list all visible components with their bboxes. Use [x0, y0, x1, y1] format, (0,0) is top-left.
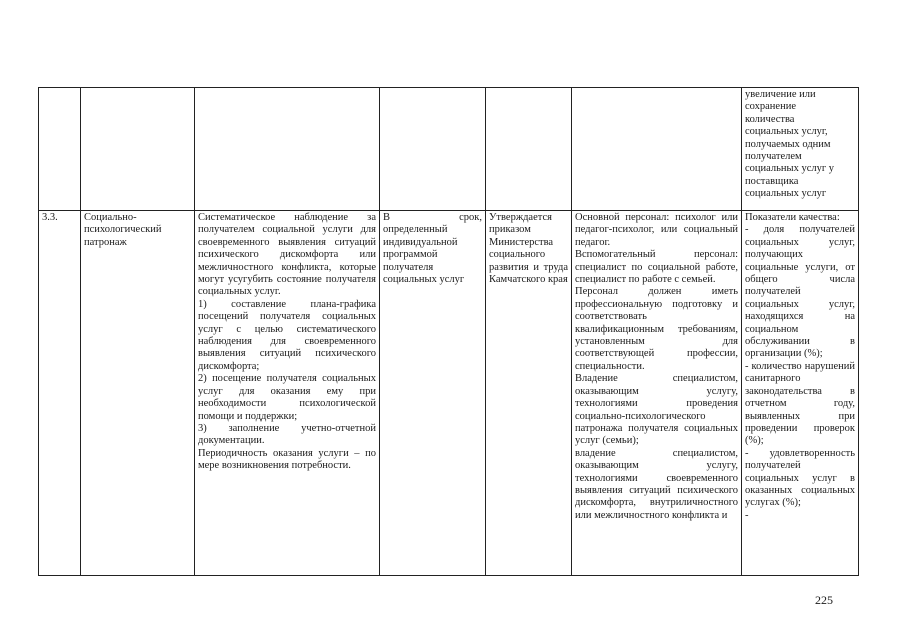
service-term: В срок, определенный индивидуальной программой получателя социальных услуг	[380, 211, 486, 576]
description-paragraph: Периодичность оказания услуги – по мере возникновения потребности.	[198, 447, 376, 472]
service-description	[195, 211, 380, 576]
description-paragraph: 2) посещение получателя социальных услуг для оказания ему при необходимости психологической помощи и поддержки;	[198, 373, 376, 422]
cell-indicators-continuation	[742, 88, 859, 211]
table-row-3-3	[39, 211, 859, 576]
conditions-paragraph: Владение специалистом, оказывающим услугу, технологиями проведения социально-психологического патронажа получателя социальных услуг (семьи);	[575, 373, 738, 447]
indicator-paragraph: - количество нарушений санитарного законодательства в отчетном году, выявленных при проведении проверок (%);	[745, 360, 855, 447]
indicator-line: социальных услуг у	[745, 163, 835, 175]
cell-term-empty	[380, 88, 486, 211]
indicator-line: социальных услуг	[745, 188, 827, 200]
indicator-line: поставщика	[745, 175, 799, 187]
indicator-line: получателем	[745, 151, 802, 163]
description-paragraph: Систематическое наблюдение за получателем социальной услуги для своевременного выявления ситуаций психического дискомфорта или межличностного конфликта, которые могут усугубить состояние получателя социальных услуг.	[198, 212, 376, 298]
conditions-paragraph: Основной персонал: психолог или педагог-психолог, или социальный педагог.	[575, 212, 738, 248]
services-table	[38, 87, 859, 576]
cell-description-empty	[195, 88, 380, 211]
conditions-paragraph: Персонал должен иметь профессиональную подготовку и соответствовать квалификационным требованиям, установленным для соответствующей профессии, специальности.	[575, 286, 738, 372]
service-name: Социально-психологический патронаж	[81, 211, 195, 576]
table-row-continuation	[39, 88, 859, 211]
row-number: 3.3.	[39, 211, 81, 576]
indicator-paragraph: -	[745, 509, 749, 521]
indicator-line: увеличение или	[745, 89, 816, 100]
indicator-paragraph: - доля получателей социальных услуг, получающих социальные услуги, от общего числа получателей социальных услуг, находящихся на социальном обслуживании в организации (%);	[745, 224, 855, 360]
quality-indicators	[742, 211, 859, 576]
indicator-line: количества	[745, 113, 795, 125]
description-paragraph: 1) составление плана-графика посещений получателя социальных услуг с целью систематического наблюдения для своевременного выявления ситуаций психического дискомфорта;	[198, 298, 376, 372]
indicator-line: социальных услуг,	[745, 126, 828, 138]
conditions-paragraph: Вспомогательный персонал: специалист по социальной работе, специалист по работе с семьей.	[575, 249, 738, 286]
indicator-line: получаемых одним	[745, 138, 831, 150]
cell-number-empty	[39, 88, 81, 211]
description-paragraph: 3) заполнение учетно-отчетной документации.	[198, 422, 376, 447]
service-conditions	[572, 211, 742, 576]
cell-conditions-empty	[572, 88, 742, 211]
indicator-paragraph: - удовлетворенность получателей социальных услуг в оказанных социальных услугах (%);	[745, 447, 855, 509]
cell-tariff-empty	[486, 88, 572, 211]
indicator-paragraph: Показатели качества:	[745, 212, 840, 223]
conditions-paragraph: владение специалистом, оказывающим услугу, технологиями своевременного выявления ситуаций психического дискомфорта, внутриличностного или межличностного конфликта и	[575, 447, 738, 521]
indicator-line: сохранение	[745, 101, 796, 113]
cell-name-empty	[81, 88, 195, 211]
service-tariff: Утверждается приказом Министерства социального развития и труда Камчатского края	[486, 211, 572, 576]
page-number: 225	[815, 593, 833, 607]
